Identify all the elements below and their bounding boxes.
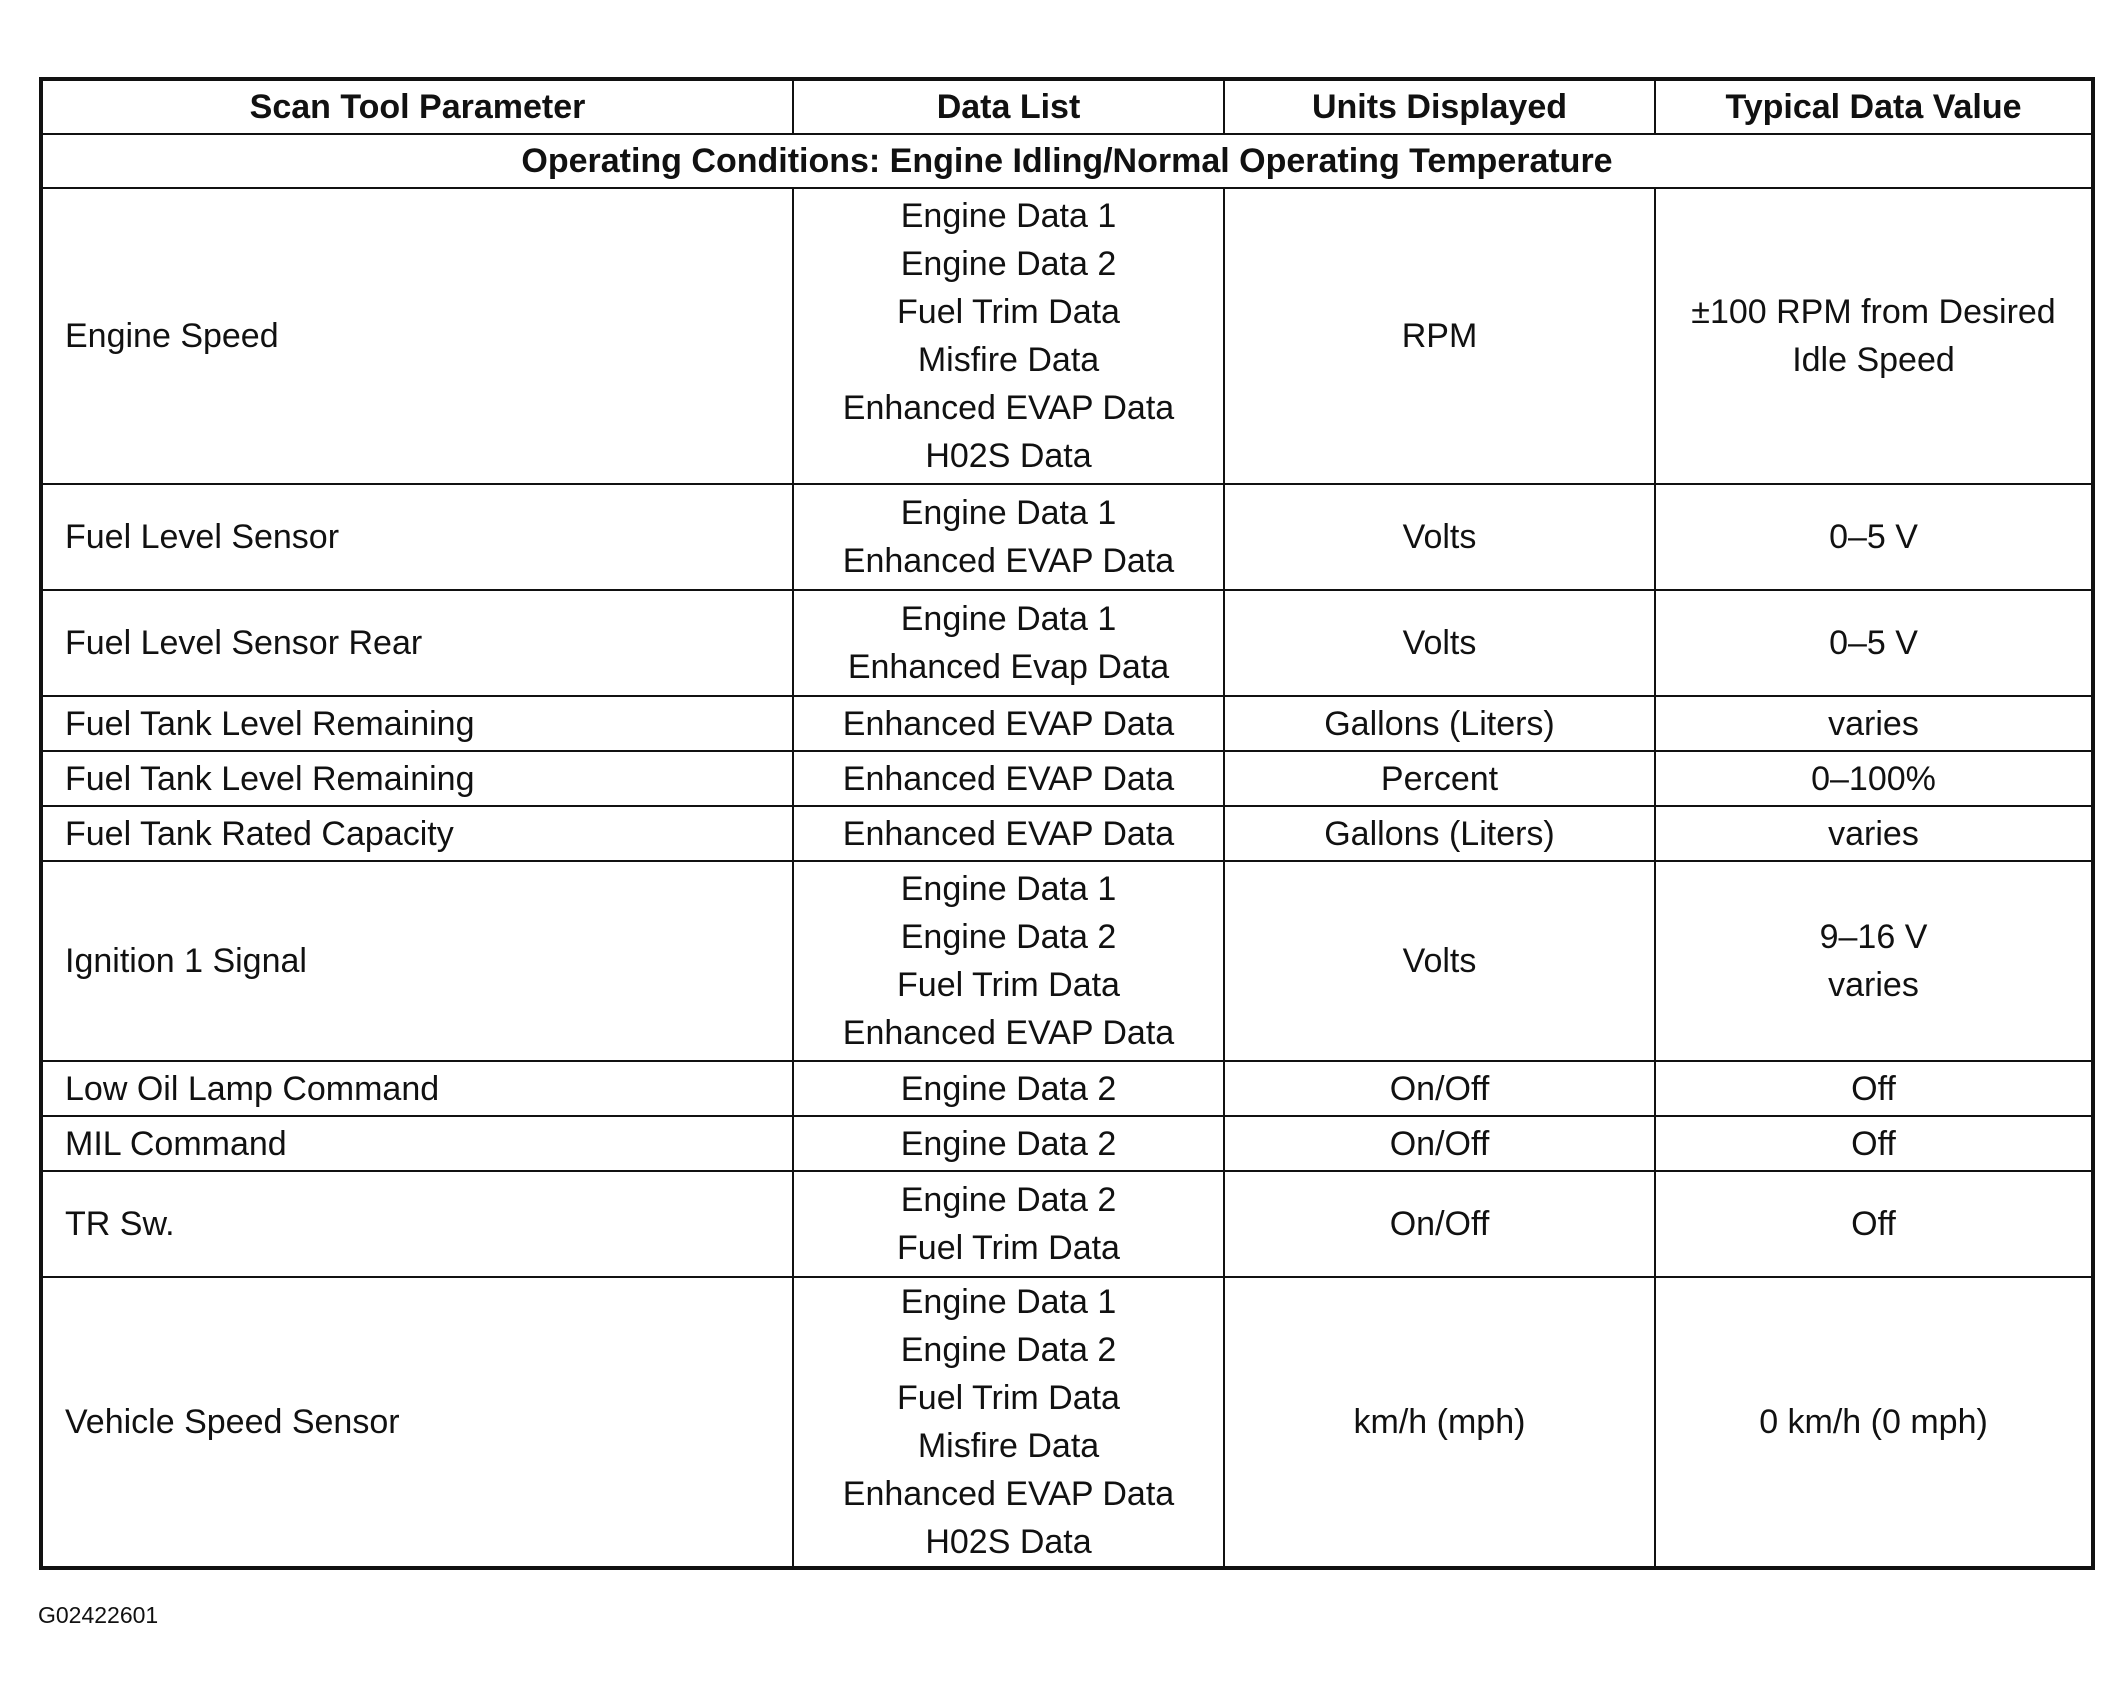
figure-id: G02422601 — [38, 1602, 159, 1628]
data-list-cell — [793, 806, 1224, 861]
data-list-entry: Enhanced EVAP Data — [842, 1014, 1175, 1052]
data-list-entry: Enhanced EVAP Data — [842, 759, 1175, 798]
units-cell: Gallons (Liters) — [1224, 696, 1655, 751]
header-data-list: Data List — [793, 79, 1224, 134]
data-list-entry: Fuel Trim Data — [897, 1379, 1120, 1417]
data-list-entry: Engine Data 1 — [900, 197, 1117, 235]
header-units-displayed: Units Displayed — [1224, 79, 1655, 134]
typical-value-line: 0 km/h (0 mph) — [1759, 1403, 1988, 1441]
parameter-cell: Fuel Tank Level Remaining — [41, 696, 793, 751]
units-cell: km/h (mph) — [1224, 1277, 1655, 1568]
table-row — [41, 188, 2093, 484]
table-body — [41, 134, 2093, 1568]
data-list-entry: Fuel Trim Data — [897, 966, 1120, 1004]
parameter-cell: TR Sw. — [41, 1171, 793, 1277]
table-row — [41, 590, 2093, 696]
data-list-entry: Engine Data 2 — [900, 1124, 1117, 1163]
data-list-cell — [793, 696, 1224, 751]
data-list-cell — [793, 751, 1224, 806]
units-cell: Volts — [1224, 861, 1655, 1061]
parameter-cell: Fuel Level Sensor Rear — [41, 590, 793, 696]
data-list-cell — [793, 1116, 1224, 1171]
typical-value-cell — [1655, 861, 2093, 1061]
units-cell: Volts — [1224, 484, 1655, 590]
data-list-cell — [793, 1171, 1224, 1277]
typical-value-line: ±100 RPM from Desired — [1691, 293, 2056, 331]
typical-value-cell — [1655, 806, 2093, 861]
table-row — [41, 751, 2093, 806]
typical-value-cell — [1655, 696, 2093, 751]
parameter-cell: Fuel Tank Rated Capacity — [41, 806, 793, 861]
typical-value-cell — [1655, 590, 2093, 696]
header-typical-data-value: Typical Data Value — [1655, 79, 2093, 134]
data-list-entry: Engine Data 2 — [900, 1181, 1117, 1219]
typical-value-line: varies — [1828, 966, 1919, 1004]
typical-value-cell — [1655, 1116, 2093, 1171]
operating-conditions-row — [41, 134, 2093, 188]
table-row — [41, 1061, 2093, 1116]
data-list-entry: Engine Data 2 — [900, 245, 1117, 283]
units-cell: RPM — [1224, 188, 1655, 484]
data-list-entry: Engine Data 1 — [900, 600, 1117, 638]
data-list-entry: Fuel Trim Data — [897, 1229, 1120, 1267]
data-list-entry: Engine Data 1 — [900, 1283, 1117, 1321]
table-row — [41, 696, 2093, 751]
data-list-entry: H02S Data — [925, 437, 1092, 475]
typical-value-line: 0–100% — [1811, 759, 1936, 798]
typical-value-cell — [1655, 1171, 2093, 1277]
units-cell: Volts — [1224, 590, 1655, 696]
typical-value-line: varies — [1828, 814, 1919, 853]
table-row — [41, 1116, 2093, 1171]
data-list-cell — [793, 1277, 1224, 1568]
typical-value-cell — [1655, 188, 2093, 484]
data-list-entry: Enhanced EVAP Data — [842, 704, 1175, 743]
data-list-entry: Misfire Data — [917, 341, 1100, 379]
data-list-entry: Misfire Data — [917, 1427, 1100, 1465]
table-row — [41, 861, 2093, 1061]
header-row — [41, 79, 2093, 134]
typical-value-cell — [1655, 484, 2093, 590]
data-list-entry: Engine Data 1 — [900, 494, 1117, 532]
table-row — [41, 1277, 2093, 1568]
data-list-entry: H02S Data — [925, 1523, 1092, 1561]
units-cell: Percent — [1224, 751, 1655, 806]
parameter-cell: Engine Speed — [41, 188, 793, 484]
units-cell: On/Off — [1224, 1116, 1655, 1171]
data-list-entry: Enhanced EVAP Data — [842, 389, 1175, 427]
parameter-cell: Ignition 1 Signal — [41, 861, 793, 1061]
units-cell: Gallons (Liters) — [1224, 806, 1655, 861]
parameter-cell: MIL Command — [41, 1116, 793, 1171]
data-list-entry: Engine Data 1 — [900, 870, 1117, 908]
table-row — [41, 806, 2093, 861]
parameter-cell: Fuel Level Sensor — [41, 484, 793, 590]
data-list-cell — [793, 1061, 1224, 1116]
typical-value-line: Off — [1851, 1205, 1896, 1243]
typical-value-cell — [1655, 1277, 2093, 1568]
typical-value-line: varies — [1828, 704, 1919, 743]
data-list-entry: Engine Data 2 — [900, 1069, 1117, 1108]
units-cell: On/Off — [1224, 1061, 1655, 1116]
data-list-cell — [793, 484, 1224, 590]
typical-value-cell — [1655, 1061, 2093, 1116]
operating-conditions-label: Operating Conditions: Engine Idling/Normal Operating Temperature — [41, 134, 2093, 188]
typical-value-line: 9–16 V — [1819, 918, 1928, 956]
data-list-cell — [793, 590, 1224, 696]
typical-value-line: 0–5 V — [1829, 624, 1918, 662]
header-scan-tool-parameter: Scan Tool Parameter — [41, 79, 793, 134]
data-list-entry: Engine Data 2 — [900, 1331, 1117, 1369]
data-list-entry: Engine Data 2 — [900, 918, 1117, 956]
table-row — [41, 1171, 2093, 1277]
parameter-cell: Fuel Tank Level Remaining — [41, 751, 793, 806]
table-row — [41, 484, 2093, 590]
data-list-cell — [793, 188, 1224, 484]
scan-tool-data-table — [39, 77, 2095, 1570]
parameter-cell: Vehicle Speed Sensor — [41, 1277, 793, 1568]
data-list-entry: Enhanced Evap Data — [847, 648, 1170, 686]
data-list-entry: Fuel Trim Data — [897, 293, 1120, 331]
data-list-entry: Enhanced EVAP Data — [842, 542, 1175, 580]
typical-value-line: Off — [1851, 1124, 1896, 1163]
parameter-cell: Low Oil Lamp Command — [41, 1061, 793, 1116]
typical-value-line: Off — [1851, 1069, 1896, 1108]
typical-value-line: 0–5 V — [1829, 518, 1918, 556]
data-list-entry: Enhanced EVAP Data — [842, 814, 1175, 853]
typical-value-line: Idle Speed — [1792, 341, 1955, 379]
table-header — [41, 79, 2093, 134]
units-cell: On/Off — [1224, 1171, 1655, 1277]
typical-value-cell — [1655, 751, 2093, 806]
data-list-entry: Enhanced EVAP Data — [842, 1475, 1175, 1513]
data-list-cell — [793, 861, 1224, 1061]
